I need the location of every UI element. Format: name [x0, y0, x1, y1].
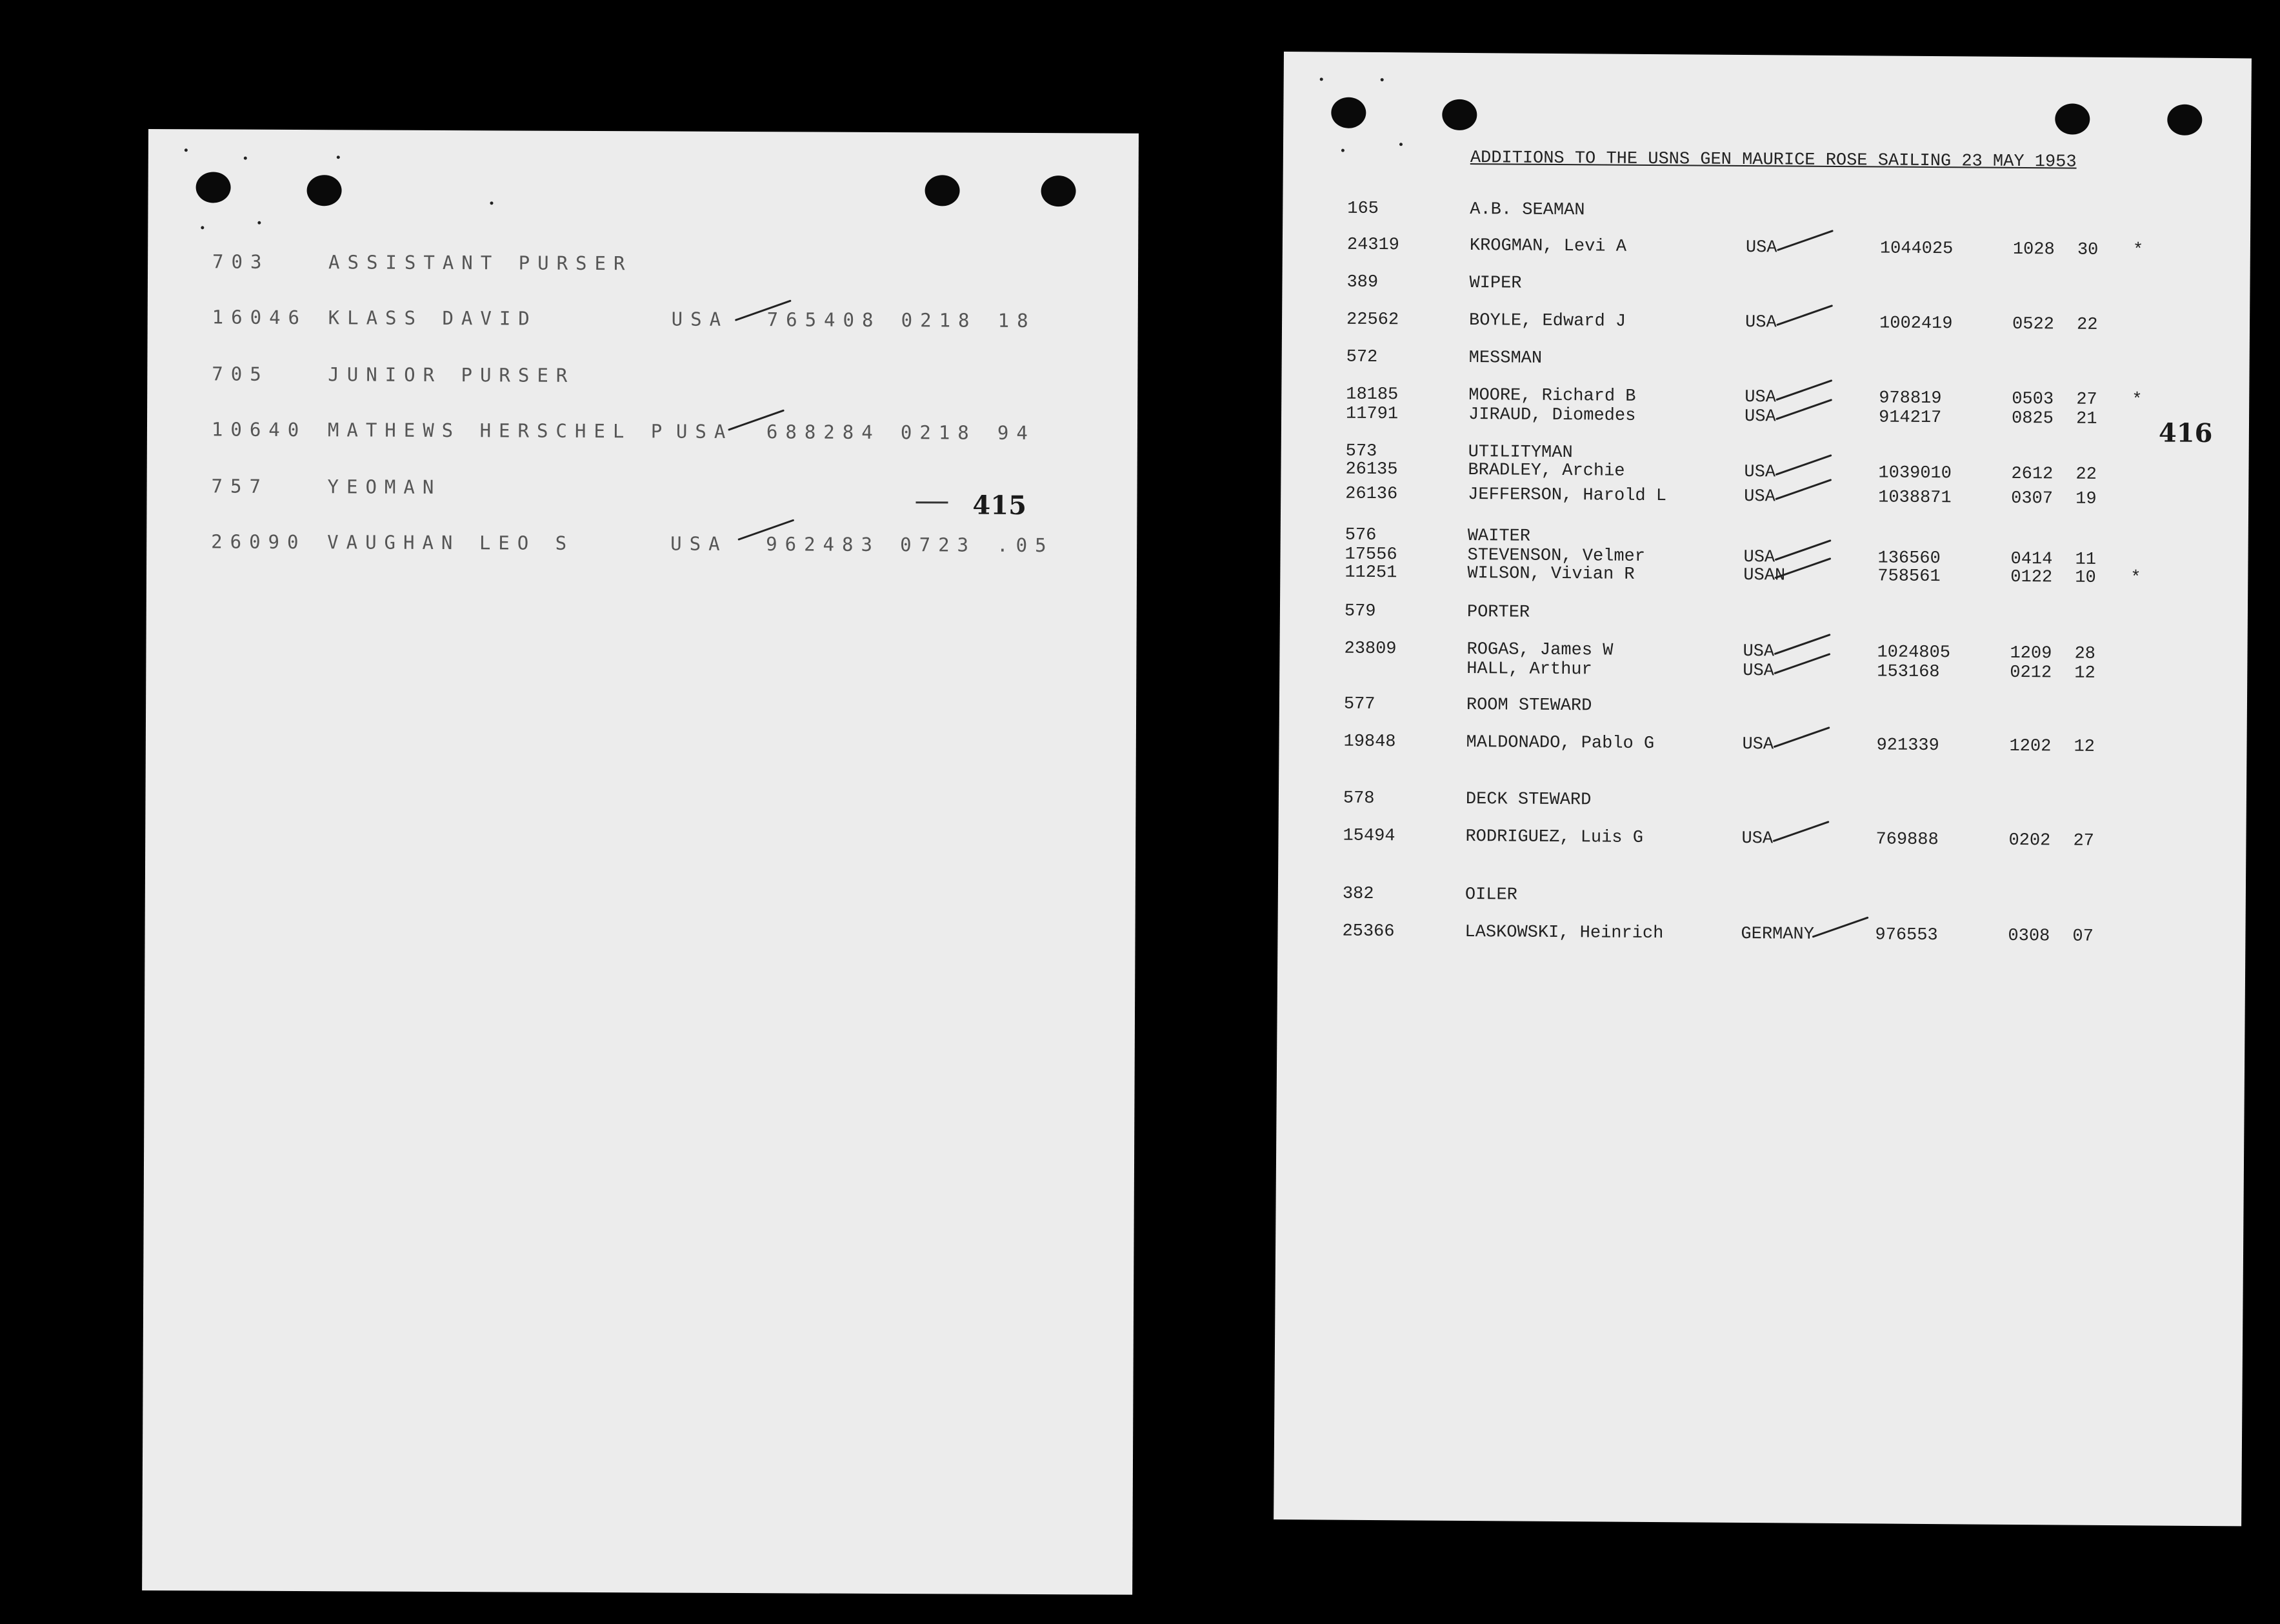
crew-country: USA: [670, 532, 728, 555]
crew-date: 1028: [2012, 239, 2055, 260]
crew-country: USA: [1741, 828, 1774, 849]
punch-hole-icon: [1331, 97, 1366, 128]
crew-id: 18185: [1346, 385, 1399, 405]
crew-num: 21: [2075, 409, 2097, 429]
crew-id: 24319: [1346, 235, 1400, 256]
crew-id: 22562: [1346, 310, 1399, 330]
job-title: A.B. SEAMAN: [1470, 200, 1585, 221]
check-mark-icon: [1776, 303, 1834, 329]
crew-id: 11251: [1345, 563, 1397, 583]
crew-name: LASKOWSKI, Heinrich: [1465, 922, 1664, 944]
job-title: OILER: [1465, 885, 1518, 905]
crew-name: MOORE, Richard B: [1468, 386, 1636, 406]
crew-doc: 688284: [766, 421, 881, 443]
job-title: UTILITYMAN: [1468, 443, 1573, 463]
crew-num: 27: [2073, 831, 2094, 851]
job-code: 382: [1342, 884, 1374, 905]
crew-date: 0503: [2012, 389, 2054, 410]
crew-date: 0307: [2011, 488, 2054, 509]
punch-hole-icon: [1041, 175, 1075, 206]
crew-doc: 1039010: [1878, 463, 1952, 484]
crew-id: 10640: [211, 418, 307, 441]
crew-country: GERMANY: [1741, 924, 1814, 945]
asterisk-mark: *: [2130, 568, 2141, 588]
crew-name: BRADLEY, Archie: [1468, 461, 1625, 481]
job-code: 576: [1345, 525, 1377, 546]
check-mark-icon: [1774, 651, 1832, 677]
crew-id: 23809: [1344, 639, 1397, 659]
crew-country: USA: [1743, 661, 1775, 681]
crew-doc: 914217: [1878, 408, 1942, 428]
crew-name: STEVENSON, Velmer: [1467, 546, 1646, 566]
crew-doc: 1038871: [1878, 488, 1952, 508]
crew-doc: 758561: [1877, 566, 1941, 587]
left-page: [142, 129, 1139, 1595]
crew-id: 26135: [1345, 459, 1398, 480]
check-mark-icon: [1775, 477, 1833, 503]
crew-country: USA: [1745, 313, 1777, 333]
asterisk-mark: *: [2132, 390, 2143, 410]
crew-name: VAUGHAN LEO S: [327, 531, 575, 554]
job-code: 572: [1346, 347, 1378, 368]
crew-country: USA: [1744, 406, 1776, 427]
crew-date: 0723: [900, 534, 977, 556]
crew-country: USA: [675, 420, 734, 443]
job-code: 573: [1345, 441, 1377, 462]
crew-doc: 921339: [1876, 736, 1939, 756]
job-title: YEOMAN: [327, 476, 442, 498]
crew-num: 18: [997, 309, 1036, 332]
crew-num: 12: [2074, 737, 2095, 757]
check-mark-icon: [728, 408, 786, 434]
crew-num: 12: [2074, 663, 2095, 683]
crew-num: 28: [2074, 644, 2096, 664]
crew-date: 0825: [2011, 408, 2054, 429]
crew-date: 2612: [2011, 464, 2054, 485]
crew-name: RODRIGUEZ, Luis G: [1465, 827, 1644, 848]
crew-date: 0308: [2008, 926, 2050, 947]
crew-doc: 962483: [766, 533, 881, 556]
job-title: DECK STEWARD: [1465, 789, 1592, 810]
crew-date: 0414: [2010, 549, 2053, 570]
check-mark-icon: [1774, 556, 1832, 582]
crew-num: 10: [2075, 568, 2096, 588]
crew-country: USA: [1745, 388, 1776, 408]
crew-name: KROGMAN, Levi A: [1469, 236, 1627, 257]
crew-id: 11791: [1345, 404, 1399, 425]
crew-country: USA: [1743, 547, 1775, 568]
crew-name: HALL, Arthur: [1466, 659, 1592, 680]
job-title: PORTER: [1466, 603, 1530, 623]
check-mark-icon: [735, 298, 793, 324]
check-mark-icon: [1777, 228, 1835, 254]
crew-doc: 136560: [1877, 548, 1941, 569]
punch-hole-icon: [2055, 103, 2090, 134]
crew-doc: 153168: [1877, 662, 1940, 683]
job-code: 705: [212, 363, 269, 385]
crew-date: 0218: [900, 421, 977, 444]
job-title: WIPER: [1469, 274, 1522, 294]
crew-country: USA: [1742, 734, 1774, 755]
check-mark-icon: [1812, 915, 1870, 941]
crew-country: USA: [1745, 238, 1777, 258]
page-number: 415: [972, 490, 1027, 521]
crew-date: 0522: [2012, 314, 2054, 335]
crew-doc: 1044025: [1879, 239, 1954, 259]
punch-hole-icon: [925, 175, 959, 206]
crew-doc: 765408: [766, 308, 881, 331]
check-mark-icon: [1775, 452, 1833, 479]
pencil-dash: [915, 501, 948, 503]
crew-date: 1202: [2009, 736, 2052, 757]
job-code: 578: [1343, 788, 1375, 809]
job-code: 579: [1344, 601, 1376, 622]
crew-doc: 1024805: [1877, 643, 1951, 663]
crew-num: 07: [2072, 927, 2094, 947]
crew-doc: 1002419: [1879, 314, 1953, 334]
crew-date: 1209: [2010, 643, 2052, 664]
check-mark-icon: [1773, 725, 1831, 751]
job-code: 165: [1347, 199, 1379, 219]
job-code: 703: [212, 250, 270, 273]
crew-doc: 978819: [1879, 388, 1942, 409]
crew-id: 16046: [212, 306, 308, 329]
crew-num: 94: [997, 421, 1035, 445]
crew-doc: 976553: [1875, 925, 1938, 946]
crew-num: 22: [2076, 315, 2098, 335]
crew-num: 30: [2077, 240, 2099, 260]
job-title: JUNIOR PURSER: [328, 363, 575, 386]
crew-country: USAN: [1743, 565, 1786, 586]
job-title: MESSMAN: [1468, 348, 1543, 368]
crew-date: 0202: [2008, 830, 2051, 851]
crew-id: 17556: [1345, 545, 1397, 565]
crew-name: MALDONADO, Pablo G: [1466, 732, 1655, 754]
crew-num: 19: [2075, 489, 2097, 509]
crew-num: .05: [997, 534, 1054, 557]
crew-id: 26136: [1345, 484, 1398, 505]
job-title: ASSISTANT PURSER: [328, 251, 633, 275]
crew-id: 26090: [211, 530, 306, 554]
job-title: WAITER: [1467, 526, 1531, 546]
check-mark-icon: [1775, 397, 1834, 423]
page-number: 416: [2158, 417, 2213, 449]
crew-id: 19848: [1343, 732, 1396, 752]
crew-name: WILSON, Vivian R: [1467, 564, 1635, 585]
crew-id: 15494: [1343, 826, 1395, 847]
crew-num: 27: [2076, 390, 2097, 410]
punch-hole-icon: [196, 172, 231, 203]
crew-name: JIRAUD, Diomedes: [1468, 405, 1636, 426]
crew-name: BOYLE, Edward J: [1468, 311, 1626, 332]
crew-country: USA: [1744, 462, 1776, 483]
crew-num: 11: [2075, 550, 2097, 570]
job-code: 757: [211, 475, 269, 497]
punch-hole-icon: [2167, 105, 2202, 135]
right-page: [1274, 52, 2252, 1526]
crew-date: 0212: [2010, 663, 2052, 683]
punch-hole-icon: [1442, 99, 1477, 130]
asterisk-mark: *: [2132, 241, 2144, 261]
crew-num: 22: [2075, 465, 2097, 485]
crew-name: ROGAS, James W: [1466, 640, 1614, 661]
job-code: 577: [1343, 694, 1375, 715]
job-title: ROOM STEWARD: [1466, 696, 1592, 716]
crew-name: KLASS DAVID: [328, 306, 537, 330]
crew-name: JEFFERSON, Harold L: [1468, 485, 1667, 506]
crew-country: USA: [1744, 486, 1775, 507]
crew-name: MATHEWS HERSCHEL P: [327, 419, 670, 443]
crew-doc: 769888: [1875, 830, 1939, 850]
crew-date: 0122: [2010, 567, 2053, 588]
check-mark-icon: [737, 517, 795, 543]
crew-country: USA: [1743, 641, 1775, 662]
crew-country: USA: [671, 308, 729, 330]
check-mark-icon: [1772, 819, 1830, 845]
crew-id: 25366: [1342, 921, 1395, 942]
job-code: 389: [1346, 272, 1379, 293]
punch-hole-icon: [306, 175, 341, 206]
page-title: ADDITIONS TO THE USNS GEN MAURICE ROSE SAILING 23 MAY 1953: [1470, 148, 2077, 172]
crew-date: 0218: [901, 309, 977, 332]
